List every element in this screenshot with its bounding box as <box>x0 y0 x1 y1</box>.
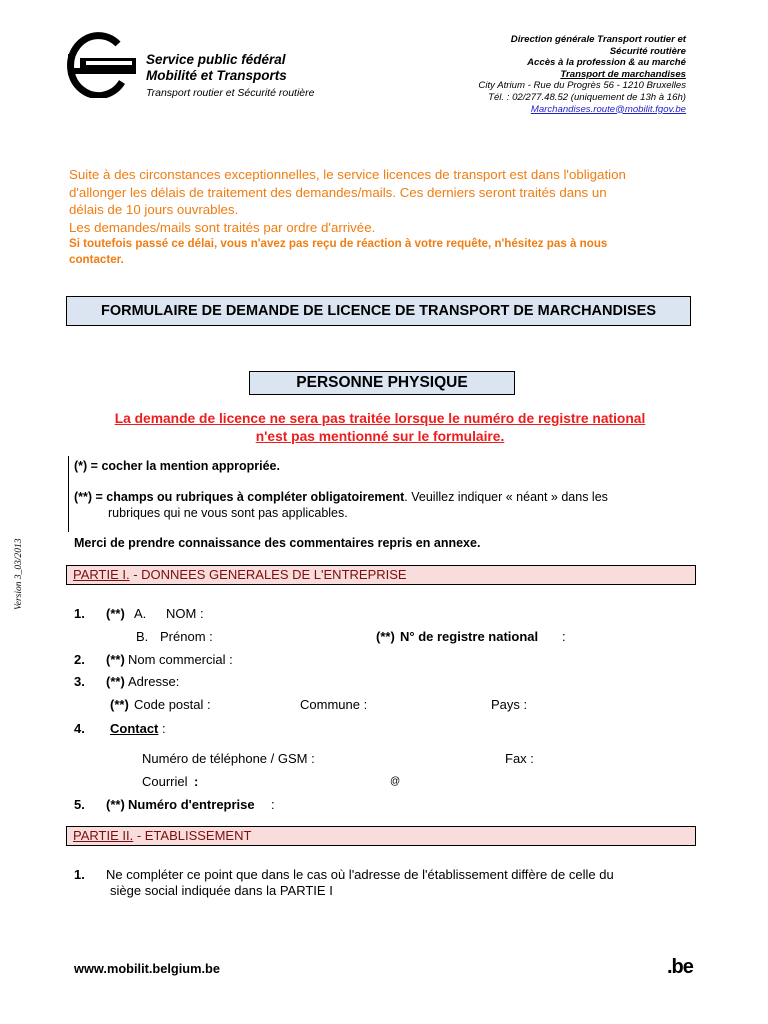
notice-line5: Si toutefois passé ce délai, vous n'avez pas reçu de réaction à votre requête, n'hésitez pas à nous <box>69 237 608 251</box>
form-subtitle: PERSONNE PHYSIQUE <box>249 371 515 395</box>
registre-national-label[interactable]: N° de registre national <box>400 629 539 644</box>
label-b: B. <box>136 629 149 644</box>
section2-item-line2: siège social indiquée dans la PARTIE I <box>110 883 333 898</box>
contact-block <box>386 34 686 115</box>
version-text: Version 3_03/2013 <box>14 538 24 610</box>
contact-line2: Sécurité routière <box>609 45 686 57</box>
notice-block <box>69 166 689 268</box>
contact-address: City Atrium - Rue du Progrès 56 - 1210 Bruxelles <box>478 80 686 92</box>
required-mark: (**) <box>106 606 125 621</box>
nom-commercial-label[interactable]: Nom commercial : <box>128 652 233 667</box>
code-postal-label[interactable]: Code postal : <box>134 697 211 712</box>
form-title: FORMULAIRE DE DEMANDE DE LICENCE DE TRANSPORT DE MARCHANDISES <box>66 296 691 326</box>
notice-line1: Suite à des circonstances exceptionnelles, le service licences de transport est dans l'obligation <box>69 167 626 182</box>
org-name-line3: Transport routier et Sécurité routière <box>146 87 315 99</box>
contact-label: Contact <box>110 721 159 736</box>
section-partie-2 <box>66 826 696 846</box>
warning-line2: n'est pas mentionné sur le formulaire. <box>255 428 505 444</box>
registre-colon: : <box>562 629 566 644</box>
legend-double-rest1: . Veuillez indiquer « néant » dans les <box>404 490 608 504</box>
legend-single-text: = cocher la mention appropriée. <box>87 459 280 473</box>
legend-single <box>74 459 694 475</box>
double-asterisk-mark: (**) <box>74 490 93 504</box>
commune-label[interactable]: Commune : <box>300 697 368 712</box>
be-logo: .be <box>667 956 693 978</box>
section2-item-number: 1. <box>74 867 85 882</box>
legend-merci: Merci de prendre connaissance des commentaires repris en annexe. <box>74 536 481 550</box>
contact-email-link[interactable]: Marchandises.route@mobilit.fgov.be <box>530 103 686 115</box>
required-mark: (**) <box>106 797 125 812</box>
org-name-line1: Service public fédéral <box>146 52 286 67</box>
footer-url-link[interactable]: www.mobilit.belgium.be <box>74 961 220 976</box>
at-sign: @ <box>390 776 401 787</box>
notice-line4: Les demandes/mails sont traités par ordre d'arrivée. <box>69 219 376 235</box>
item-number-2: 2. <box>74 652 85 667</box>
contact-line3: Accès à la profession & au marché <box>527 57 686 69</box>
section2-item-line1: Ne compléter ce point que dans le cas où l'adresse de l'établissement diffère de celle du <box>106 867 614 882</box>
courriel-colon: : <box>194 774 199 789</box>
warning-block <box>70 410 690 445</box>
section-partie-1 <box>66 565 696 585</box>
required-mark: (**) <box>106 674 125 689</box>
numero-entreprise-label[interactable]: Numéro d'entreprise <box>128 797 255 812</box>
section1-title: - DONNEES GENERALES DE L'ENTREPRISE <box>129 567 407 582</box>
legend-double-bold: = champs ou rubriques à compléter obligatoirement <box>92 490 405 504</box>
adresse-label: Adresse: <box>128 674 180 689</box>
nom-label[interactable]: NOM : <box>166 606 204 621</box>
notice-line2: d'allonger les délais de traitement des demandes/mails. Ces derniers seront traités dans un <box>69 184 607 200</box>
fax-label[interactable]: Fax : <box>505 751 534 766</box>
section2-part: PARTIE II. <box>73 828 134 843</box>
prenom-label[interactable]: Prénom : <box>160 629 213 644</box>
notice-line6: contacter. <box>69 253 124 267</box>
section1-part: PARTIE I. <box>73 567 130 582</box>
org-name-line2: Mobilité et Transports <box>146 68 287 83</box>
contact-phone: Tél. : 02/277.48.52 (uniquement de 13h à 16h) <box>488 91 686 103</box>
item-number-4: 4. <box>74 721 85 736</box>
item-number-1: 1. <box>74 606 85 621</box>
contact-line4: Transport de marchandises <box>560 68 686 80</box>
version-note <box>14 520 34 610</box>
item-number-3: 3. <box>74 674 85 689</box>
pays-label[interactable]: Pays : <box>491 697 528 712</box>
required-mark: (**) <box>376 629 395 644</box>
contact-colon: : <box>162 721 166 736</box>
legend-bar <box>68 456 69 532</box>
contact-line1: Direction générale Transport routier et <box>510 34 686 45</box>
telephone-label[interactable]: Numéro de téléphone / GSM : <box>142 751 315 766</box>
federal-logo-icon <box>66 32 136 98</box>
notice-line3: délais de 10 jours ouvrables. <box>69 202 239 218</box>
label-a: A. <box>134 606 147 621</box>
required-mark: (**) <box>110 697 129 712</box>
section2-title: - ETABLISSEMENT <box>133 828 252 843</box>
single-asterisk-mark: (*) <box>74 459 88 473</box>
warning-line1: La demande de licence ne sera pas traitée lorsque le numéro de registre national <box>114 411 646 426</box>
courriel-label[interactable]: Courriel <box>142 774 188 789</box>
item-number-5: 5. <box>74 797 85 812</box>
required-mark: (**) <box>106 652 125 667</box>
numero-colon: : <box>271 797 275 812</box>
legend-double <box>74 490 694 521</box>
legend-double-rest2: rubriques qui ne vous sont pas applicables. <box>108 505 348 520</box>
